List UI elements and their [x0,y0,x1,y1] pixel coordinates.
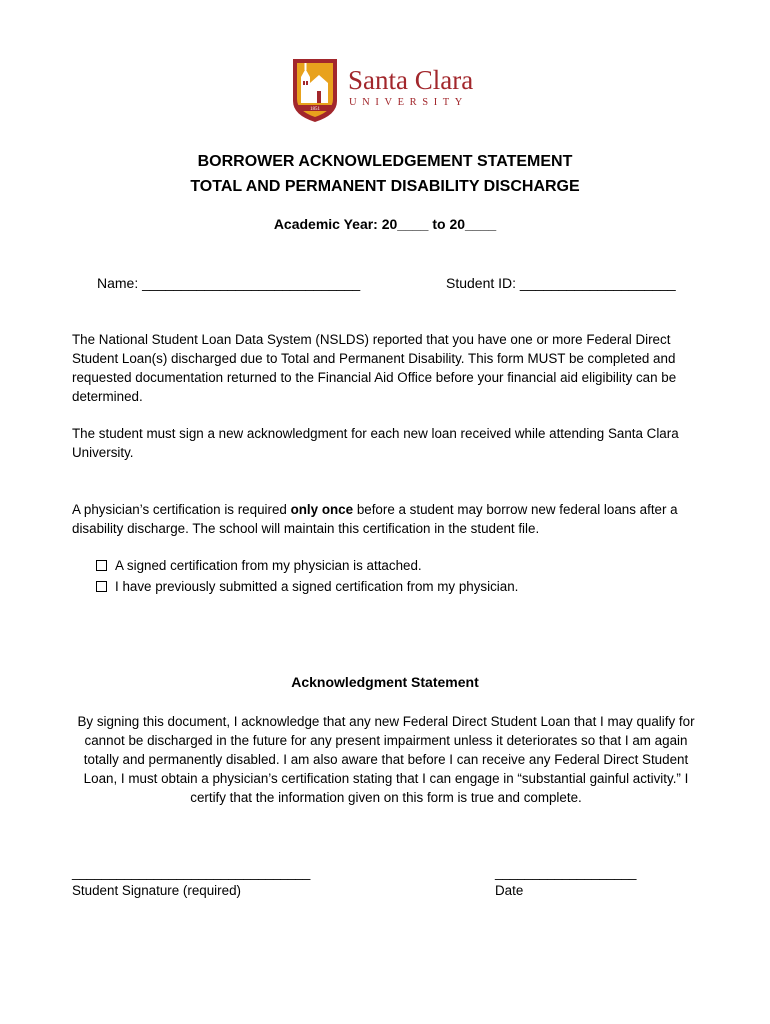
document-subtitle: TOTAL AND PERMANENT DISABILITY DISCHARGE [190,178,580,195]
date-label: Date [495,883,524,898]
checkbox-label: A signed certification from my physician is attached. [115,558,422,573]
checkbox-icon[interactable] [96,581,107,592]
checkbox-previously-submitted[interactable] [96,579,518,594]
document-title: BORROWER ACKNOWLEDGEMENT STATEMENT [197,153,573,170]
logo-wordmark: Santa Clara [348,65,474,95]
student-signature-line[interactable]: ________________________________ [72,865,311,880]
date-line[interactable]: ___________________ [495,865,637,880]
student-signature-label: Student Signature (required) [72,883,241,898]
only-once-emphasis: only once [290,502,354,517]
acknowledgment-body: By signing this document, I acknowledge that any new Federal Direct Student Loan that I may qualify for cannot be discharged in the future for any present impairment unless it deteriorates so that I am again totally and permanently disabled. I am also aware that before I can receive any Federal Direct Student Loan, I must obtain a physician’s certification stating that I can engage in “substantial gainful activity.” I certify that the information given on this form is true and complete. [77,714,695,805]
svg-text:1851: 1851 [310,107,320,112]
nslds-paragraph: The National Student Loan Data System (NSLDS) reported that you have one or more Federal Direct Student Loan(s) discharged due to Total and Permanent Disability. This form MUST be completed and requested documentation returned to the Financial Aid Office before your financial aid eligibility can be determined. [72,332,677,404]
acknowledgment-heading: Acknowledgment Statement [291,674,479,690]
logo-subtitle: UNIVERSITY [349,97,468,108]
checkbox-icon[interactable] [96,560,107,571]
santa-clara-logo [291,55,491,123]
checkbox-label: I have previously submitted a signed certification from my physician. [115,579,519,594]
sign-each-loan-paragraph: The student must sign a new acknowledgment for each new loan received while attending Santa Clara University. [72,426,679,460]
academic-year-field[interactable]: Academic Year: 20____ to 20____ [273,216,497,232]
physician-certification-paragraph: A physician’s certification is required only once before a student may borrow new federal loans after a disability discharge. The school will maintain this certification in the student file. [72,502,678,536]
mission-seal-icon [291,55,339,123]
name-field[interactable]: Name: ____________________________ [97,275,361,291]
student-id-field[interactable]: Student ID: ____________________ [446,275,676,291]
checkbox-certification-attached[interactable] [96,558,422,573]
